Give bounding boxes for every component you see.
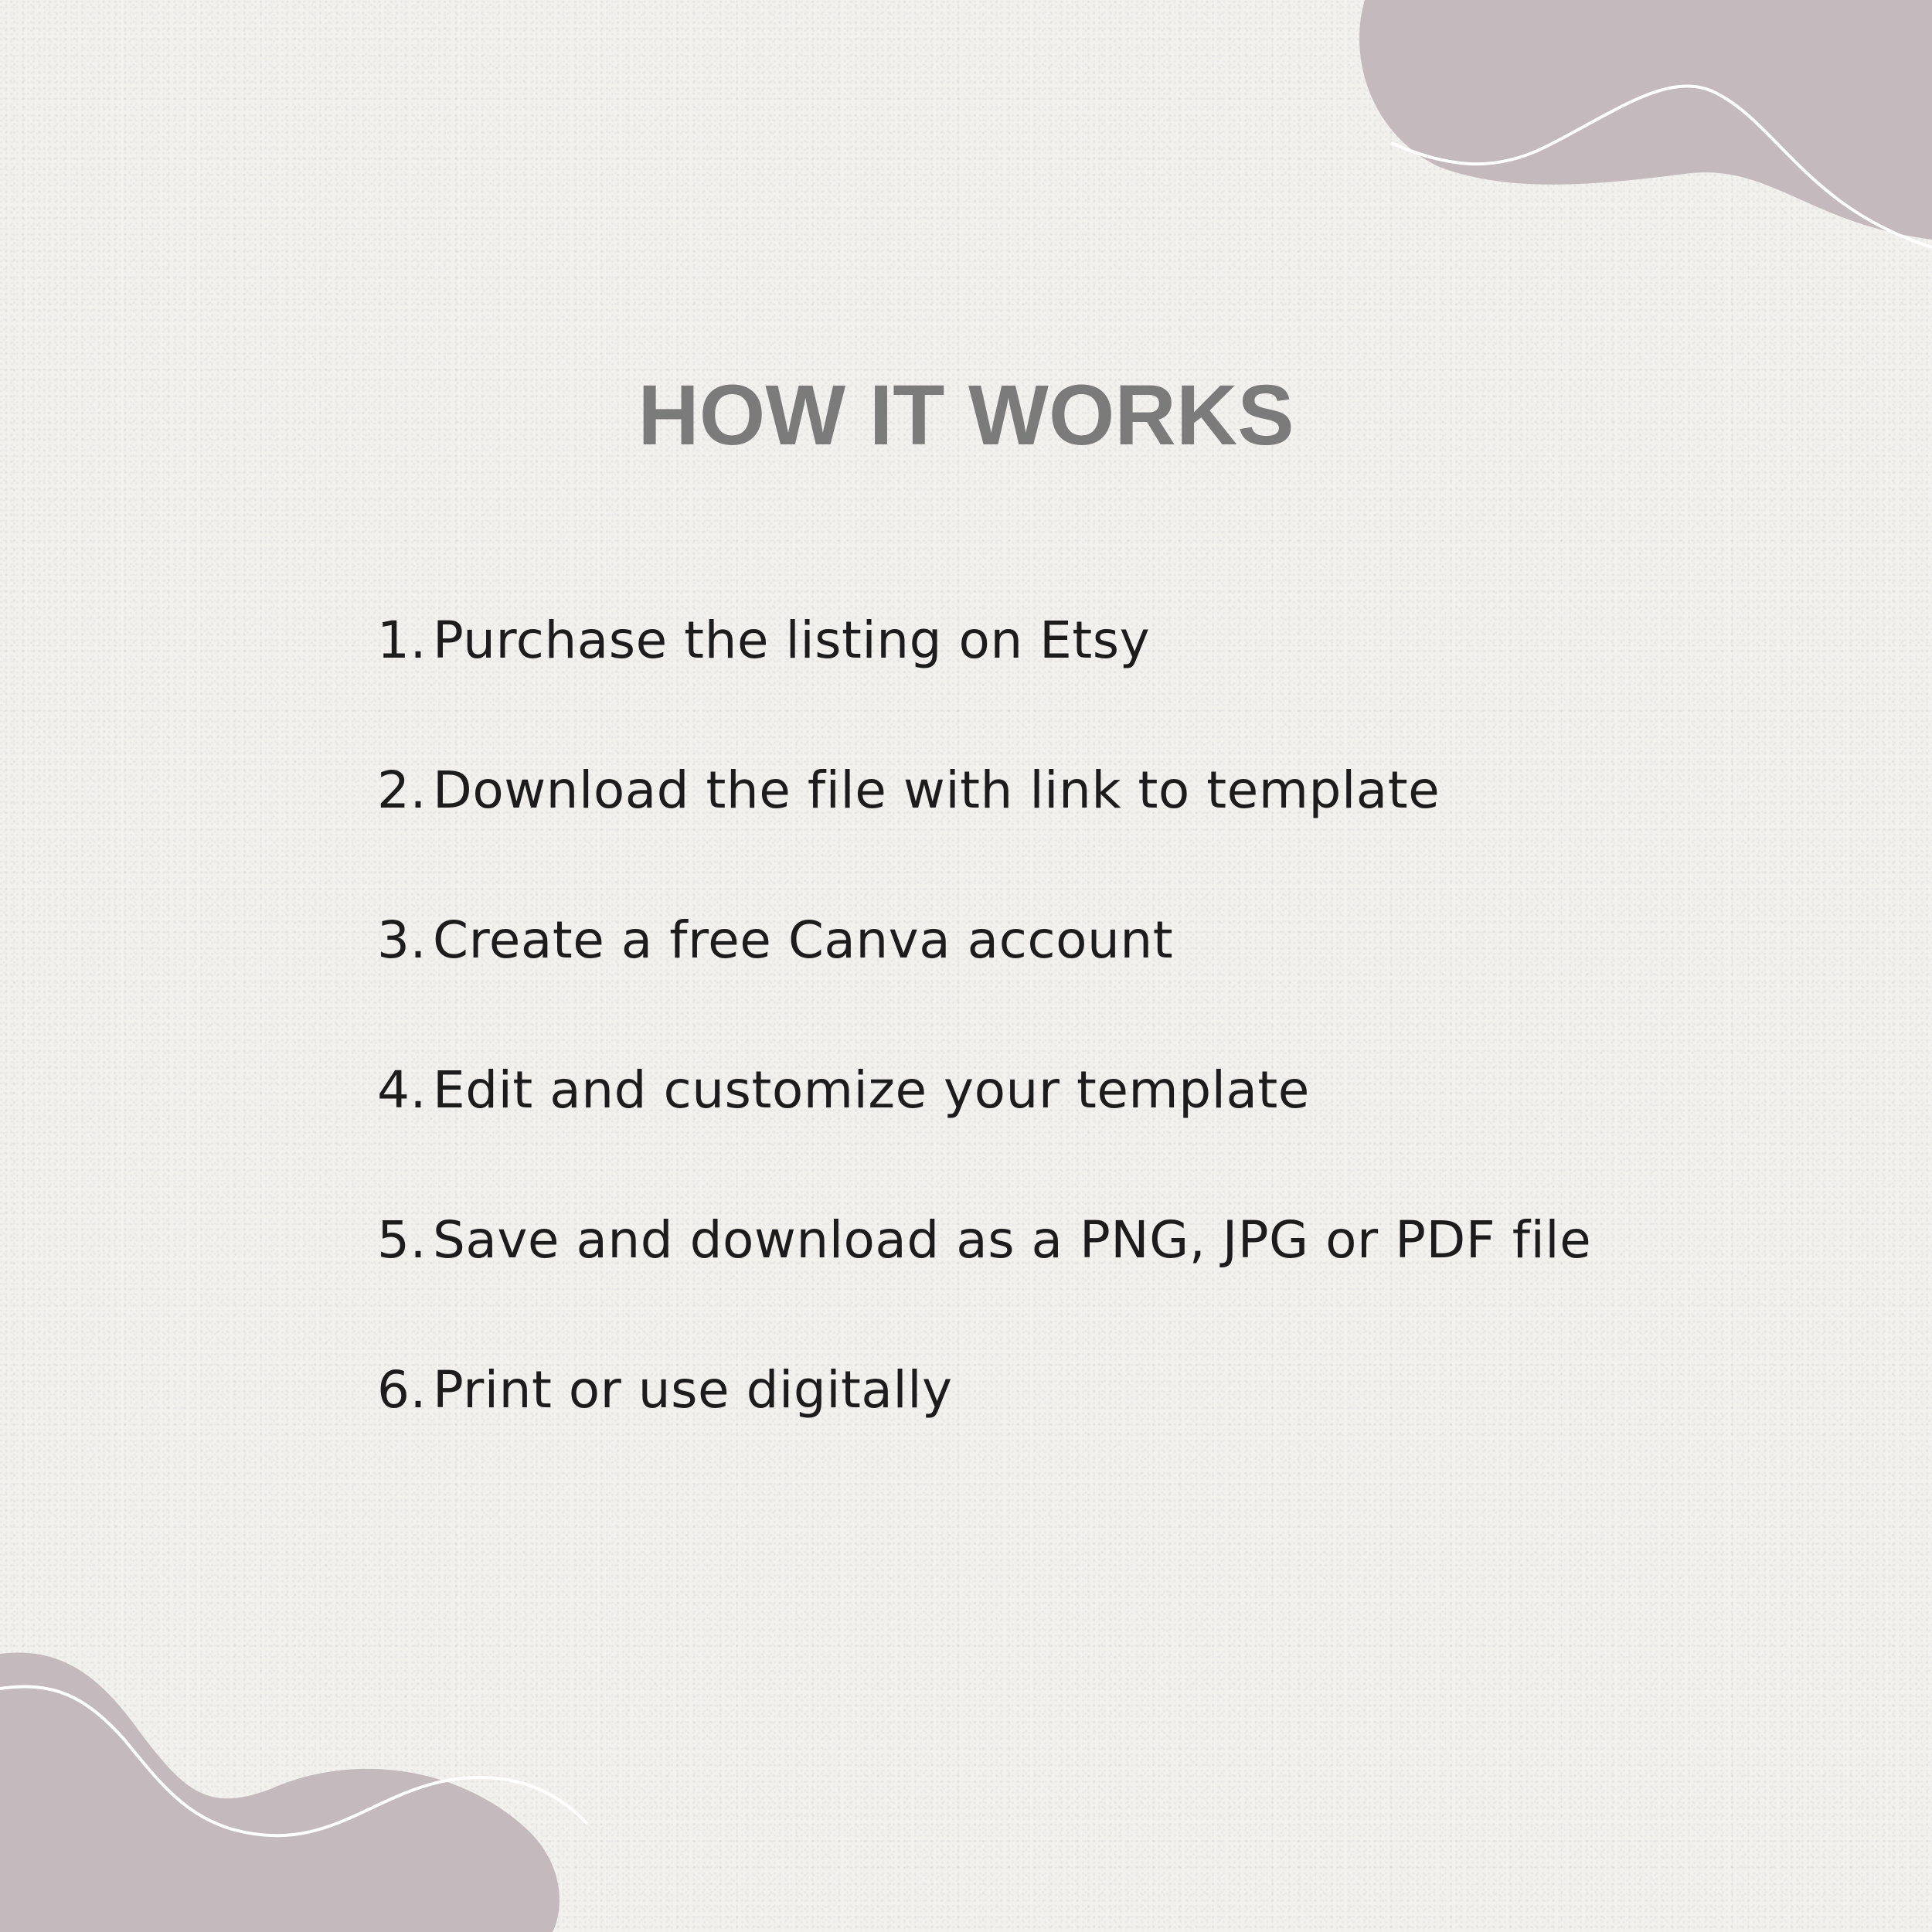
decorative-blob-top-right bbox=[1360, 0, 1932, 255]
step-item-4 bbox=[363, 1060, 1591, 1210]
step-number: 3. bbox=[377, 910, 427, 970]
page-title: HOW IT WORKS bbox=[638, 368, 1294, 463]
step-item-5 bbox=[363, 1210, 1591, 1360]
step-number: 1. bbox=[377, 611, 427, 670]
steps-list bbox=[363, 611, 1591, 1510]
step-number: 4. bbox=[377, 1060, 427, 1120]
step-item-2 bbox=[363, 760, 1591, 910]
step-item-3 bbox=[363, 910, 1591, 1060]
step-number: 5. bbox=[377, 1210, 427, 1270]
blob-shape-bottom-left bbox=[0, 1652, 560, 1932]
step-text: Print or use digitally bbox=[433, 1360, 953, 1420]
step-text: Edit and customize your template bbox=[433, 1060, 1310, 1120]
step-number: 6. bbox=[377, 1360, 427, 1420]
step-text: Create a free Canva account bbox=[433, 910, 1174, 970]
step-number: 2. bbox=[377, 760, 427, 820]
step-text: Download the file with link to template bbox=[433, 760, 1440, 820]
step-item-1 bbox=[363, 611, 1591, 760]
step-text: Purchase the listing on Etsy bbox=[433, 611, 1151, 670]
step-text: Save and download as a PNG, JPG or PDF file bbox=[433, 1210, 1592, 1270]
step-item-6 bbox=[363, 1360, 1591, 1510]
decorative-blob-bottom-left bbox=[0, 1646, 572, 1932]
